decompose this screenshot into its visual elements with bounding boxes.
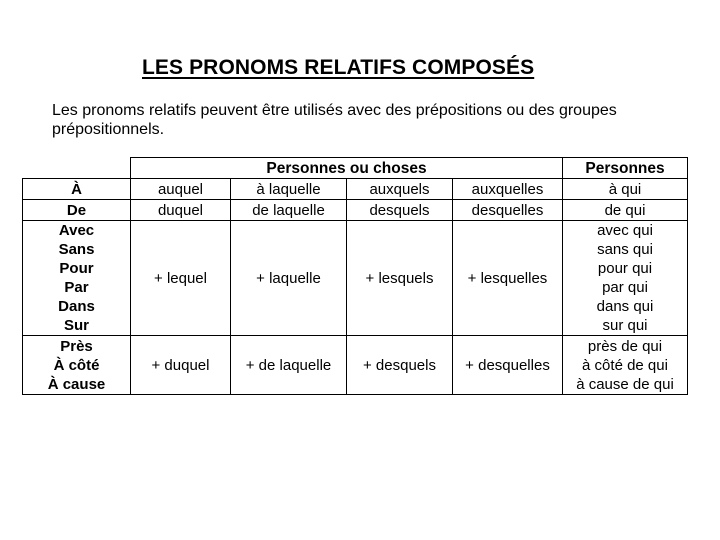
preposition-label: À côté [53, 356, 100, 374]
table-row [23, 221, 688, 336]
persons-label: à qui [608, 180, 642, 198]
persons-label: avec qui [597, 222, 653, 239]
table-header-row [23, 158, 688, 179]
header-persons: Personnes [563, 158, 688, 179]
persons-cell [563, 179, 688, 200]
persons-cell [563, 200, 688, 221]
pronoun-fem-sing: + de laquelle [231, 336, 347, 395]
preposition-cell [23, 336, 131, 395]
header-blank-cell [23, 158, 131, 179]
pronoun-fem-sing: de laquelle [231, 200, 347, 221]
preposition-cell [23, 179, 131, 200]
preposition-label: Sans [58, 241, 95, 258]
header-things: Personnes ou choses [131, 158, 563, 179]
relative-pronouns-table [22, 157, 688, 395]
pronoun-fem-plur: + lesquelles [453, 221, 563, 336]
persons-label: à cause de qui [576, 375, 674, 393]
pronoun-masc-sing: duquel [131, 200, 231, 221]
persons-label: près de qui [587, 337, 663, 355]
persons-label: pour qui [597, 260, 653, 277]
preposition-label: Avec [58, 222, 95, 239]
preposition-cell [23, 221, 131, 336]
preposition-label: À [71, 180, 82, 198]
persons-label: dans qui [596, 298, 654, 315]
table-row [23, 179, 688, 200]
persons-label: sur qui [602, 317, 648, 334]
preposition-label: Pour [59, 260, 94, 277]
table-row [23, 336, 688, 395]
persons-label: par qui [602, 279, 648, 296]
pronoun-masc-plur: + lesquels [347, 221, 453, 336]
pronoun-fem-plur: + desquelles [453, 336, 563, 395]
table-row [23, 200, 688, 221]
preposition-cell [23, 200, 131, 221]
preposition-label: À cause [47, 375, 106, 393]
pronoun-fem-plur: desquelles [453, 200, 563, 221]
preposition-label: De [66, 201, 87, 219]
preposition-label: Dans [58, 298, 95, 315]
page-title: LES PRONOMS RELATIFS COMPOSÉS [142, 56, 535, 79]
pronoun-fem-sing: à laquelle [231, 179, 347, 200]
persons-cell [563, 336, 688, 395]
persons-label: à côté de qui [582, 356, 668, 374]
pronoun-masc-sing: + duquel [131, 336, 231, 395]
intro-paragraph: Les pronoms relatifs peuvent être utilisés avec des prépositions ou des groupes prépositionnels. [52, 102, 617, 138]
pronoun-masc-sing: auquel [131, 179, 231, 200]
pronoun-fem-plur: auxquelles [453, 179, 563, 200]
preposition-label: Sur [63, 317, 89, 334]
persons-cell [563, 221, 688, 336]
persons-label: sans qui [597, 241, 653, 258]
pronoun-masc-plur: + desquels [347, 336, 453, 395]
persons-label: de qui [604, 201, 646, 219]
preposition-label: Par [64, 279, 89, 296]
pronoun-masc-sing: + lequel [131, 221, 231, 336]
preposition-label: Près [60, 337, 93, 355]
pronoun-masc-plur: desquels [347, 200, 453, 221]
pronoun-masc-plur: auxquels [347, 179, 453, 200]
pronoun-fem-sing: + laquelle [231, 221, 347, 336]
